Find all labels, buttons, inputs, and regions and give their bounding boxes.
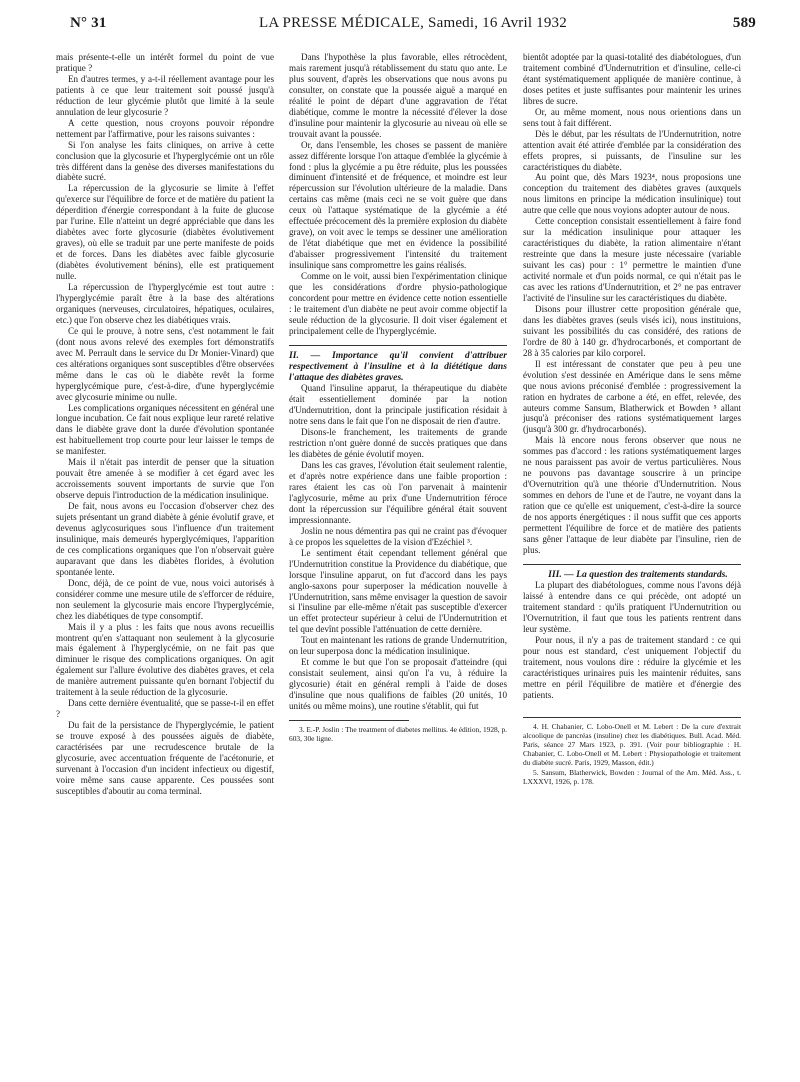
paragraph: Or, dans l'ensemble, les choses se passent de manière assez différente lorsque l'on attaque d'emblée la glycémie à fond : plus la glycémie a pu être réduite, plus les poussées diminuent d'intensité et de fréquence, et moindre est leur répercussion sur l'évolution ultérieure de la maladie. Dans certains cas même (mais ceci ne se voit guère que dans ceux où l'attaque systématique de la glycémie a été effectuée précocement dès la première explosion du diabète grave), on voit avec le temps se dessiner une amélioration de l'état diabétique que met en évidence la possibilité d'abaisser progressivement l'intensité du traitement insulinique sans compromettre les gains réalisés. [289,139,507,271]
section-heading: II. — Importance qu'il convient d'attribuer respectivement à l'insuline et à la diététique dans l'attaque des diabètes graves. [289,349,507,384]
paragraph: Mais il y a plus : les faits que nous avons recueillis montrent qu'en s'attaquant non seulement à la glycosurie mais également à l'hyperglycémie, on ne fait pas que diminuer le risque des complications organiques. On agit également sur l'allure évolutive des diabètes graves, et cela de manière autrement puissante qu'en bornant l'objectif du traitement à la seule réduction de la glycosurie. [56,621,274,698]
footnotes [523,722,741,787]
column-3 [523,52,741,787]
column-1 [56,52,274,797]
paragraph: Quand l'insuline apparut, la thérapeutique du diabète était essentiellement dominée par la notion d'Undernutrition, dont la principale justification résidait à notre sens dans le fait que l'on ne disposait de rien d'autre. [289,383,507,427]
issue-number: N° 31 [70,15,107,31]
paragraph: Donc, déjà, de ce point de vue, nous voici autorisés à considérer comme une mesure utile de s'efforcer de réduire, non seulement la glycosurie mais encore l'hyperglycémie, chez les diabétiques de type consomptif. [56,577,274,621]
section-divider [523,564,741,565]
paragraph: Ce qui le prouve, à notre sens, c'est notamment le fait (dont nous avons relevé des exemples fort démonstratifs avec M. Perrault dans le service du Dr Monier-Vinard) que ces altérations organiques sont susceptibles d'être observées même dans le cas où le diabète revêt la forme hyperglycémique pure, c'est-à-dire, d'une hyperglycémie avec glycosurie minime ou nulle. [56,325,274,402]
page-header [70,13,756,35]
footnote-rule [289,720,409,721]
footnote: 5. Sansum, Blatherwick, Bowden : Journal of the Am. Méd. Ass., t. LXXXVI, 1926, p. 178. [523,768,741,787]
paragraph: En d'autres termes, y a-t-il réellement avantage pour les patients à ce que leur traitement soit poussé jusqu'à réduction de leur glycémie plutôt que limité à la seule annulation de leur glycosurie ? [56,73,274,117]
paragraph: Dans cette dernière éventualité, que se passe-t-il en effet ? [56,698,274,720]
paragraph: De fait, nous avons eu l'occasion d'observer chez des sujets présentant un grand diabète à génie évolutif grave, et devenus aglycosuriques sous l'influence d'un traitement insulinique, mais demeurés hyperglycémiques, l'apparition de ces complications organiques que l'on n'observait guère auparavant que dans les diabètes florides, à évolution spontanée lente. [56,501,274,577]
section-heading: III. — La question des traitements standards. [548,568,728,580]
paragraph: Mais là encore nous ferons observer que nous ne sommes pas d'accord : les rations systématiquement larges ne nous paraissent pas avoir de vertus particulières. Nous ne pouvons pas davantage souscrire à un principe d'Overnutrition qu'à une théorie d'Undernutrition. Nous sommes en dehors de l'une et de l'autre, ne voyant dans la ration que ce qu'elle est uniquement, c'est-à-dire la source de nos apports énergétiques : il nous suffit que ces apports permettent l'équilibre de force et de matière des patients sans gêner l'attaque de leur diabète par l'insuline, rien de plus. [523,435,741,555]
paragraph: La plupart des diabétologues, comme nous l'avons déjà laissé à entendre dans ce qui précède, ont adopté un traitement standard : qu'ils pratiquent l'Undernutrition ou l'Overnutrition, il faut que tous les patients rentrent dans leur système. [523,580,741,634]
paragraph: Comme on le voit, aussi bien l'expérimentation clinique que les considérations d'ordre physio-pathologique concordent pour mettre en évidence cette notion essentielle : le traitement d'un diabète ne peut avoir comme objectif la seule réduction de la glycosurie. Il doit viser également et principalement celle de l'hyperglycémie. [289,271,507,336]
paragraph: Disons pour illustrer cette proposition générale que, dans les diabètes graves (seuls visés ici), nous instituions, suivant les possibilités du cas considéré, des rations de l'ordre de 80 à 140 gr. d'hydrocarbonés, et comportant de 28 à 35 calories par kilo corporel. [523,303,741,358]
paragraph: Disons-le franchement, les traitements de grande restriction n'ont guère donné de succès pratiques que dans les diabètes de génie évolutif moyen. [289,427,507,460]
paragraph: bientôt adoptée par la quasi-totalité des diabétologues, d'un traitement combiné d'Undernutrition et d'insuline, celle-ci étant systématiquement appliquée de manière continue, à doses petites et juste suffisantes pour maintenir les urines libres de sucre. [523,52,741,106]
page-number: 589 [732,15,756,31]
footnote-rule [523,717,741,718]
journal-title: LA PRESSE MÉDICALE, Samedi, 16 Avril 1932 [259,15,567,31]
section-divider [289,345,507,346]
paragraph: Pour nous, il n'y a pas de traitement standard : ce qui pour nous est standard, c'est uniquement l'objectif du traitement, nous voulons dire : réduire la glycémie et les caractéristiques urinaires puis les maintenir réduites, sans mettre en péril l'équilibre de matière et d'énergie des patients. [523,634,741,700]
column-2 [289,52,507,743]
paragraph: Dès le début, par les résultats de l'Undernutrition, notre attention avait été attirée d'emblée par la considération des effets propres, si puissants, de l'insuline sur les caractéristiques du diabète. [523,128,741,172]
paragraph: La répercussion de la glycosurie se limite à l'effet qu'exerce sur l'équilibre de force et de matière du patient la déperdition d'énergie correspondant à la fuite de glucose par l'urine. Elle n'atteint un degré appréciable que dans les diabètes avec forte glycosurie (diabètes évolutivement graves), où elle se traduit par une perte manifeste de poids et de forces. Dans les diabètes avec faible glycosurie (diabètes évolutivement bénins), elle est pratiquement nulle. [56,183,274,282]
paragraph: Il est intéressant de constater que peu à peu une évolution s'est dessinée en Amérique dans le sens même que nous avions préconisé d'emblée : progressivement la ration en hydrates de carbone a été, en effet, relevée, des auteurs comme Sansum, Blatherwick et Bowden ⁵ allant jusqu'à préconiser des rations systématiquement larges (jusqu'à 300 gr. d'hydrocarbonés). [523,358,741,435]
paragraph: A cette question, nous croyons pouvoir répondre nettement par l'affirmative, pour les raisons suivantes : [56,117,274,139]
paragraph: Joslin ne nous démentira pas qui ne craint pas d'évoquer à ce propos les squelettes de la vision d'Ezéchiel ³. [289,525,507,547]
paragraph: Si l'on analyse les faits cliniques, on arrive à cette conclusion que la glycosurie et l'hyperglycémie ont un rôle très différent dans la genèse des diverses manifestations du diabète sucré. [56,139,274,183]
paragraph: Or, au même moment, nous nous orientions dans un sens tout à fait différent. [523,106,741,128]
paragraph: La répercussion de l'hyperglycémie est tout autre : l'hyperglycémie paraît être à la base des altérations organiques (nerveuses, circulatoires, hépatiques, oculaires, etc.) que l'on observe chez les diabétiques vrais. [56,282,274,325]
paragraph: Et comme le but que l'on se proposait d'atteindre (qui consistait seulement, ainsi qu'on l'a vu, à réduire la glycosurie) était en général rempli à l'aide de doses d'insuline que nous qualifions de faibles (20 unités, 10 unités ou même moins), une routine s'établit, qui fut [289,657,507,712]
paragraph: Cette conception consistait essentiellement à faire fond sur la médication insulinique pour attaquer les caractéristiques du diabète, la ration alimentaire n'étant restreinte que dans la mesure juste nécessaire (variable suivant les cas) pour : 1° permettre le maintien d'une activité normale et d'un poids normal, ce qui n'était pas le cas avec les rations d'Undernutrition, et 2° ne pas entraver l'activité de l'insuline sur les caractéristiques du diabète. [523,216,741,303]
paragraph: Mais il n'était pas interdit de penser que la situation pouvait être amenée à se modifier à cet égard avec les accroissements souvent importants de survie que l'on observe depuis l'introduction de la médication insulinique. [56,457,274,501]
paragraph: Les complications organiques nécessitent en général une longue incubation. Ce fait nous explique leur rareté relative dans le diabète grave dont la durée d'évolution spontanée est habituellement trop courte pour leur laisser le temps de se manifester. [56,402,274,457]
paragraph: mais présente-t-elle un intérêt formel du point de vue pratique ? [56,52,274,73]
paragraph: Du fait de la persistance de l'hyperglycémie, le patient se trouve exposé à des poussées aiguës de diabète, caractérisées par une recrudescence brutale de la glycosurie, avec accentuation fréquente de l'acétonurie, et survenant à l'occasion d'un incident infectieux ou digestif, voire même sans cause apparente. Ces poussées sont susceptibles d'aboutir au coma terminal. [56,720,274,796]
paragraph: Dans l'hypothèse la plus favorable, elles rétrocèdent, mais rarement jusqu'à rétablissement du statu quo ante. Le plus souvent, d'après les observations que nous avons pu consulter, on constate que la poussée aiguë a marqué en réalité le point de départ d'une aggravation de l'état diabétique, comme le montre la nécessité d'élever la dose d'insuline pour maintenir la glycosurie au niveau où elle se trouvait avant la poussée. [289,52,507,139]
footnote: 3. E.-P. Joslin : The treatment of diabetes mellitus. 4e édition, 1928, p. 603, 30e ligne. [289,724,507,744]
paragraph: Le sentiment était cependant tellement général que l'Undernutrition constitue la Providence du diabétique, que lorsque l'insuline apparut, on fut d'accord dans les pays anglo-saxons pour superposer la médication nouvelle à l'Undernutrition, sans même envisager la question de savoir si l'insuline par elle-même n'était pas susceptible d'exercer un effet protecteur supérieur à celui de l'Undernutrition et tel que devînt possible l'atténuation de cette dernière. [289,547,507,635]
paragraph: Tout en maintenant les rations de grande Undernutrition, on leur superposa donc la médication insulinique. [289,635,507,657]
paragraph: Dans les cas graves, l'évolution était seulement ralentie, et d'après notre expérience dans une faible proportion : rares étaient les cas où l'on parvenait à maintenir l'aglycosurie, même au prix d'une Undernutrition féroce dont la répercussion sur l'équilibre général était souvent impressionnante. [289,460,507,525]
paragraph: Au point que, dès Mars 1923⁴, nous proposions une conception du traitement des diabètes graves (auxquels nous limitons en principe la médication insulinique) tout autre que celle que nous voyions adopter autour de nous. [523,172,741,216]
footnote: 4. H. Chabanier, C. Lobo-Onell et M. Lebert : De la cure d'extrait alcoolique de pancréas (insuline) chez les diabétiques. Bull. Acad. Méd. Paris, séance 27 Mars 1923, p. 391. (Voir pour bibliographie : H. Chabanier, C. Lobo-Onell et M. Lebert : Physiopathologie et traitement du diabète sucré. Paris, 1929, Masson, édit.) [523,721,741,767]
